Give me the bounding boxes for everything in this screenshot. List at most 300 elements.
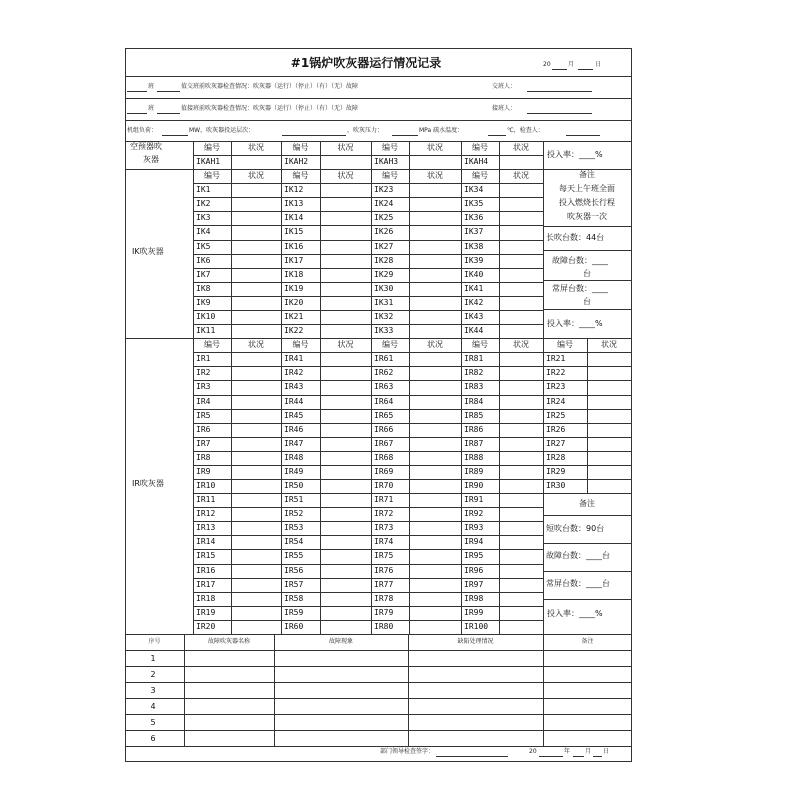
ir-code: IR8 <box>196 452 211 462</box>
ir-code: IR83 <box>464 382 484 392</box>
ik-code: IK19 <box>284 283 304 293</box>
ir-code: IR20 <box>196 621 216 631</box>
ir-code: IR27 <box>546 438 566 448</box>
ik-code: IK14 <box>284 213 304 223</box>
col-header-status: 状况 <box>248 143 264 152</box>
ir-code: IR76 <box>374 565 394 575</box>
footer-day: 月 <box>585 748 592 755</box>
log-row-index: 6 <box>150 734 156 743</box>
shift-label: 班 <box>148 83 155 90</box>
col-header-status: 状况 <box>513 340 529 350</box>
ir-right-col-line <box>587 338 588 493</box>
ir-code: IR41 <box>284 354 304 364</box>
ir-note-title: 备注 <box>579 499 595 509</box>
ikah-col-line <box>409 141 410 169</box>
col-header-code: 编号 <box>472 340 488 350</box>
ik-code: IK23 <box>374 185 394 195</box>
ik-code: IK28 <box>374 255 394 265</box>
ir-code: IR79 <box>374 607 394 617</box>
log-row-line <box>125 666 632 667</box>
ik-bottom-line <box>125 338 632 339</box>
mw-label: MW，吹灰器投运层次： <box>189 127 255 134</box>
ir-code: IR3 <box>196 382 211 392</box>
ir-note-divider <box>543 515 632 516</box>
col-header-status: 状况 <box>337 171 354 180</box>
ikah-note-line <box>543 141 544 169</box>
ir-code: IR84 <box>464 396 484 406</box>
ir-note-divider <box>543 599 632 600</box>
ir-code: IR43 <box>284 382 304 392</box>
col-header-code: 编号 <box>472 143 488 152</box>
ir-code: IR75 <box>374 551 394 561</box>
ir-code: IR60 <box>284 621 304 631</box>
pressure-label: ，吹灰压力： <box>347 127 384 134</box>
ir-section-label: IR吹灰器 <box>132 479 164 488</box>
col-header-code: 编号 <box>292 143 309 152</box>
ik-col-line <box>499 169 500 338</box>
footer-year: 20 <box>529 748 537 755</box>
fill-blank[interactable] <box>127 91 147 92</box>
ir-row-line <box>193 535 543 536</box>
ik-code: IK4 <box>196 227 211 237</box>
ik-code: IK31 <box>374 297 394 307</box>
ik-code: IK25 <box>374 213 394 223</box>
ik-code: IK26 <box>374 227 394 237</box>
log-row-line <box>125 746 632 747</box>
ik-code: IK11 <box>196 326 216 336</box>
ir-right-row-line <box>543 493 632 494</box>
log-row-index: 1 <box>150 654 156 663</box>
ir-code: IR21 <box>546 354 566 364</box>
ir-code: IR17 <box>196 579 216 589</box>
ikah-col-line <box>371 141 372 169</box>
ir-code: IR9 <box>196 466 211 476</box>
ir-code: IR26 <box>546 424 566 434</box>
ir-code: IR70 <box>374 481 394 491</box>
col-header-status: 状况 <box>513 171 529 180</box>
log-header-cell: 序号 <box>148 638 161 645</box>
ir-code: IR65 <box>374 410 394 420</box>
mpa-label: MPa 疏水温度： <box>419 127 464 134</box>
ir-code: IR88 <box>464 452 484 462</box>
col-header-status: 状况 <box>337 143 354 152</box>
ir-code: IR91 <box>464 495 484 505</box>
ir-code: IR16 <box>196 565 216 575</box>
fill-blank[interactable] <box>162 135 188 136</box>
ir-row-line <box>193 451 543 452</box>
ir-row-line <box>193 437 543 438</box>
ik-code: IK40 <box>464 269 484 279</box>
ir-code: IR53 <box>284 523 304 533</box>
ir-code: IR99 <box>464 607 484 617</box>
ikah-col-line <box>231 141 232 169</box>
fill-blank[interactable] <box>578 69 593 70</box>
log-col-line <box>184 634 185 746</box>
ir-code: IR49 <box>284 466 304 476</box>
ik-col-line <box>231 169 232 338</box>
ik-row-line <box>193 240 543 241</box>
ik-code: IK2 <box>196 199 211 209</box>
ir-code: IR2 <box>196 368 211 378</box>
ir-code: IR5 <box>196 410 211 420</box>
fill-blank[interactable] <box>157 113 180 114</box>
col-header-status: 状况 <box>427 143 443 152</box>
ir-code: IR95 <box>464 551 484 561</box>
ir-code: IR54 <box>284 537 304 547</box>
ir-code: IR64 <box>374 396 394 406</box>
log-row-line <box>125 730 632 731</box>
ik-code: IK33 <box>374 326 394 336</box>
ir-code: IR92 <box>464 509 484 519</box>
ik-code: IK16 <box>284 241 304 251</box>
ik-row-line <box>193 254 543 255</box>
col-header-status: 状况 <box>601 340 617 350</box>
date-year: 20 <box>543 61 551 68</box>
ik-row-line <box>193 225 543 226</box>
ik-code: IK44 <box>464 326 484 336</box>
ir-code: IR69 <box>374 466 394 476</box>
ir-code: IR77 <box>374 579 394 589</box>
header-divider <box>125 76 632 77</box>
log-header-cell: 故障吹灰器名称 <box>207 638 251 645</box>
log-row-line <box>125 714 632 715</box>
ir-note-line <box>543 338 544 634</box>
ir-code: IR62 <box>374 368 394 378</box>
ir-col-line <box>320 338 321 634</box>
ir-code: IR7 <box>196 438 211 448</box>
ik-code: IK7 <box>196 269 211 279</box>
label-col-line <box>193 141 194 634</box>
ikah-code: IKAH1 <box>196 157 221 166</box>
col-header-status: 状况 <box>248 340 264 350</box>
col-header-code: 编号 <box>204 340 220 350</box>
fill-blank[interactable] <box>566 135 600 136</box>
ir-code: IR82 <box>464 368 484 378</box>
ik-code: IK20 <box>284 297 304 307</box>
ir-col-line <box>461 338 462 634</box>
ir-code: IR42 <box>284 368 304 378</box>
ik-rate: 投入率：____% <box>547 319 603 328</box>
col-header-status: 状况 <box>513 143 529 152</box>
page-title: #1锅炉吹灰器运行情况记录 <box>290 56 442 70</box>
ir-col-line <box>409 338 410 634</box>
ik-shield-unit: 台 <box>583 297 591 306</box>
ik-note-line: 吹灰器一次 <box>567 212 607 221</box>
ik-note-line: 每天上午班全面 <box>559 184 615 193</box>
ir-row-line <box>193 578 543 579</box>
ir-row-line <box>193 564 543 565</box>
ir-code: IR44 <box>284 396 304 406</box>
ir-code: IR29 <box>546 466 566 476</box>
ir-row-line <box>193 409 543 410</box>
ik-code: IK13 <box>284 199 304 209</box>
ir-rate: 投入率：____% <box>547 609 603 619</box>
ik-col-line <box>409 169 410 338</box>
date-day: 日 <box>595 61 602 68</box>
ir-col-line <box>371 338 372 634</box>
ir-code: IR98 <box>464 593 484 603</box>
ik-code: IK17 <box>284 255 304 265</box>
ir-col-line <box>281 338 282 634</box>
ikah-mid-line <box>193 155 543 156</box>
ikah-label-2: 灰器 <box>143 155 159 164</box>
ir-row-line <box>193 549 543 550</box>
fill-blank[interactable] <box>488 135 506 136</box>
ikah-col-line <box>320 141 321 169</box>
ir-code: IR87 <box>464 438 484 448</box>
header-divider <box>125 98 632 99</box>
ik-code: IK1 <box>196 185 211 195</box>
ik-code: IK32 <box>374 312 394 321</box>
footer-dayend: 日 <box>603 748 610 755</box>
ik-note-divider <box>543 250 632 251</box>
ik-code: IK18 <box>284 269 304 279</box>
ik-row-line <box>193 211 543 212</box>
ir-code: IR100 <box>464 621 489 631</box>
col-header-code: 编号 <box>382 340 398 350</box>
ik-code: IK9 <box>196 297 211 307</box>
ik-row-line <box>193 310 543 311</box>
ik-long-count: 长吹台数：44台 <box>546 233 605 242</box>
ik-code: IK30 <box>374 283 394 293</box>
ikah-rate: 投入率：____% <box>547 150 603 159</box>
ik-code: IK42 <box>464 297 484 307</box>
ir-col-line <box>499 338 500 634</box>
ir-code: IR51 <box>284 495 304 505</box>
ir-row-line <box>193 521 543 522</box>
ir-short-count: 短吹台数：90台 <box>546 524 605 534</box>
ir-code: IR46 <box>284 424 304 434</box>
fill-blank[interactable] <box>527 91 592 92</box>
ik-note-divider <box>543 226 632 227</box>
ir-note-divider <box>543 543 632 544</box>
ik-note-divider <box>543 280 632 281</box>
ik-code: IK36 <box>464 213 484 223</box>
ir-code: IR57 <box>284 579 304 589</box>
ir-code: IR14 <box>196 537 216 547</box>
col-header-status: 状况 <box>427 171 443 180</box>
ik-code: IK35 <box>464 199 484 209</box>
ik-col-line <box>461 169 462 338</box>
ikah-col-line <box>461 141 462 169</box>
ik-col-line <box>320 169 321 338</box>
ir-code: IR10 <box>196 481 216 491</box>
col-header-code: 编号 <box>204 143 220 152</box>
ir-row-line <box>193 493 543 494</box>
col-header-status: 状况 <box>248 171 264 180</box>
ir-code: IR74 <box>374 537 394 547</box>
ir-code: IR73 <box>374 523 394 533</box>
ik-code: IK24 <box>374 199 394 209</box>
ir-row-line <box>193 479 543 480</box>
ir-code: IR15 <box>196 551 216 561</box>
ir-code: IR96 <box>464 565 484 575</box>
ik-code: IK29 <box>374 269 394 279</box>
ir-code: IR59 <box>284 607 304 617</box>
ir-fault-count: 故障台数：____台 <box>546 551 610 561</box>
ik-code: IK3 <box>196 213 211 223</box>
header-divider <box>125 120 632 121</box>
ir-code: IR47 <box>284 438 304 448</box>
ir-code: IR25 <box>546 410 566 420</box>
ik-note-line: 投入燃烧长行程 <box>559 198 615 207</box>
footer-month: 年 <box>564 748 571 755</box>
ik-code: IK34 <box>464 185 484 195</box>
ik-col-line <box>371 169 372 338</box>
ik-code: IK22 <box>284 326 304 336</box>
ik-note-title: 备注 <box>579 170 595 179</box>
ir-code: IR50 <box>284 481 304 491</box>
ikah-code: IKAH3 <box>374 157 399 166</box>
ir-code: IR66 <box>374 424 394 434</box>
ik-code: IK39 <box>464 255 484 265</box>
ir-code: IR61 <box>374 354 394 364</box>
ir-code: IR12 <box>196 509 216 519</box>
ir-code: IR97 <box>464 579 484 589</box>
takeover-person-label: 接班人： <box>492 105 517 112</box>
ikah-col-line <box>499 141 500 169</box>
ir-row-line <box>193 395 543 396</box>
ir-code: IR30 <box>546 481 566 491</box>
fill-blank[interactable] <box>157 91 180 92</box>
ir-code: IR78 <box>374 593 394 603</box>
footer-sign-label: 部门领导检查签字： <box>380 748 435 755</box>
log-row-index: 4 <box>150 702 156 711</box>
ir-code: IR55 <box>284 551 304 561</box>
fill-blank[interactable] <box>436 756 508 757</box>
ik-code: IK27 <box>374 241 394 251</box>
ir-row-line <box>193 465 543 466</box>
ik-code: IK37 <box>464 227 484 237</box>
ir-row-line <box>193 606 543 607</box>
ik-code: IK43 <box>464 312 484 321</box>
ir-row-line <box>193 352 543 353</box>
col-header-code: 编号 <box>204 171 220 180</box>
log-row-line <box>125 682 632 683</box>
load-label: 机组负荷： <box>127 127 158 134</box>
ik-code: IK15 <box>284 227 304 237</box>
ir-code: IR28 <box>546 452 566 462</box>
ik-code: IK5 <box>196 241 211 251</box>
ir-code: IR56 <box>284 565 304 575</box>
ir-code: IR81 <box>464 354 484 364</box>
ir-code: IR68 <box>374 452 394 462</box>
ir-row-line <box>193 592 543 593</box>
col-header-status: 状况 <box>337 340 354 350</box>
ik-code: IK41 <box>464 283 484 293</box>
ir-code: IR48 <box>284 452 304 462</box>
fill-blank[interactable] <box>127 113 147 114</box>
ir-code: IR22 <box>546 368 566 378</box>
ir-code: IR58 <box>284 593 304 603</box>
ik-code: IK8 <box>196 283 211 293</box>
col-header-code: 编号 <box>557 340 573 350</box>
ikah-code: IKAH4 <box>464 157 489 166</box>
ikah-label: 空预器吹 <box>130 142 162 151</box>
ir-row-line <box>193 423 543 424</box>
col-header-code: 编号 <box>382 143 398 152</box>
col-header-code: 编号 <box>292 340 309 350</box>
ir-note-divider <box>543 571 632 572</box>
ir-code: IR52 <box>284 509 304 519</box>
ik-code: IK21 <box>284 312 304 321</box>
header-divider <box>125 141 632 142</box>
ik-code: IK6 <box>196 255 211 265</box>
ik-row-line <box>193 197 543 198</box>
ik-code: IK10 <box>196 312 216 321</box>
ik-note-line <box>543 169 544 338</box>
ir-code: IR80 <box>374 621 394 631</box>
col-header-code: 编号 <box>382 171 398 180</box>
fill-blank[interactable] <box>552 69 567 70</box>
shift-label: 班 <box>148 105 155 112</box>
ik-col-line <box>281 169 282 338</box>
fill-blank[interactable] <box>593 756 602 757</box>
date-month: 月 <box>568 61 575 68</box>
log-header-cell: 故障现象 <box>328 638 354 645</box>
ir-code: IR67 <box>374 438 394 448</box>
ir-row-line <box>193 366 543 367</box>
fill-blank[interactable] <box>282 135 346 136</box>
log-header-cell: 缺陷处理情况 <box>457 638 494 645</box>
ir-code: IR90 <box>464 481 484 491</box>
ikah-bottom-line <box>125 169 632 170</box>
ir-code: IR4 <box>196 396 211 406</box>
ir-row-line <box>193 507 543 508</box>
takeover-check-text: 值接班前吹灰器检查情况：吹灰器（运行）（停止）（有）（无）故障 <box>181 105 359 112</box>
log-header-line <box>125 650 632 651</box>
ir-code: IR45 <box>284 410 304 420</box>
ir-row-line <box>193 620 543 621</box>
ir-code: IR63 <box>374 382 394 392</box>
ir-code: IR71 <box>374 495 394 505</box>
log-row-index: 2 <box>150 670 156 679</box>
ir-code: IR86 <box>464 424 484 434</box>
fill-blank[interactable] <box>573 756 584 757</box>
ik-fault-count: 故障台数：____ <box>552 256 608 265</box>
col-header-code: 编号 <box>292 171 309 180</box>
ir-code: IR93 <box>464 523 484 533</box>
ik-code: IK12 <box>284 185 304 195</box>
ik-code: IK38 <box>464 241 484 251</box>
ik-row-line <box>193 296 543 297</box>
log-header-cell: 备注 <box>581 638 594 645</box>
ir-code: IR94 <box>464 537 484 547</box>
fill-blank[interactable] <box>527 113 592 114</box>
log-row-line <box>125 698 632 699</box>
ir-shield-count: 常屏台数：____台 <box>546 579 610 589</box>
ir-code: IR11 <box>196 495 216 505</box>
ik-row-line <box>193 282 543 283</box>
handover-check-text: 值交班前吹灰器检查情况：吹灰器（运行）（停止）（有）（无）故障 <box>181 83 359 90</box>
ir-code: IR13 <box>196 523 216 533</box>
log-col-line <box>408 634 409 746</box>
col-header-code: 编号 <box>472 171 488 180</box>
ik-fault-unit: 台 <box>583 269 591 278</box>
ikah-col-line <box>281 141 282 169</box>
handover-person-label: 交班人： <box>492 83 517 90</box>
ir-row-line <box>193 380 543 381</box>
fill-blank[interactable] <box>392 135 418 136</box>
ir-code: IR18 <box>196 593 216 603</box>
log-col-line <box>274 634 275 746</box>
ik-row-line <box>193 268 543 269</box>
ik-row-line <box>193 183 543 184</box>
fill-blank[interactable] <box>539 756 563 757</box>
log-row-index: 3 <box>150 686 156 695</box>
log-row-index: 5 <box>150 718 156 727</box>
ir-code: IR72 <box>374 509 394 519</box>
